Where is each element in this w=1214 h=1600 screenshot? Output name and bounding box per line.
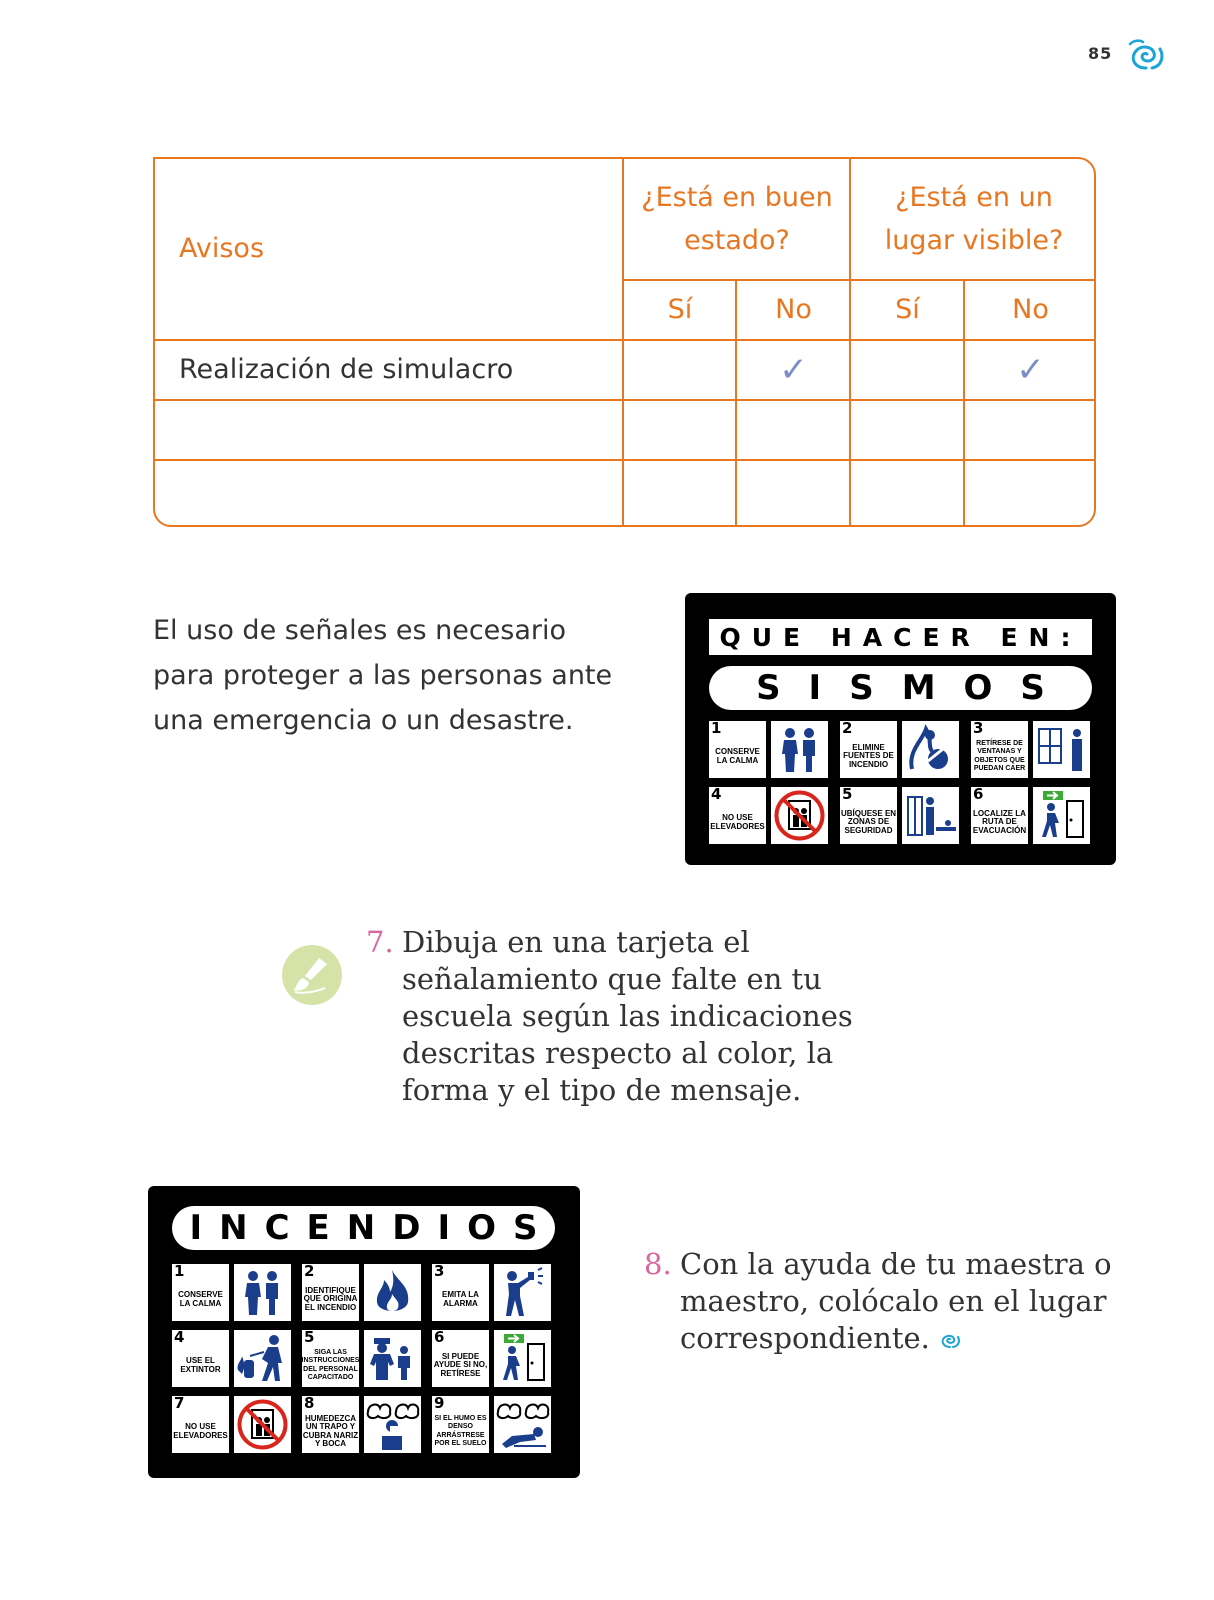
tile-number: 6 bbox=[434, 1330, 445, 1346]
smoke-mask-icon bbox=[364, 1396, 421, 1453]
flame-icon bbox=[364, 1264, 421, 1321]
tile-text: NO USE ELEVADORES bbox=[173, 1422, 228, 1440]
signals-table bbox=[153, 157, 1096, 527]
staff-icon bbox=[364, 1330, 421, 1387]
tile-text: SIGA LAS INSTRUCCIONES DEL PERSONAL CAPACITADO bbox=[302, 1348, 359, 1381]
sismos-sign bbox=[685, 593, 1116, 865]
exit-route-icon bbox=[1033, 787, 1090, 844]
activity-8-text: Con la ayuda de tu maestra o maestro, colócalo en el lugar correspondiente. bbox=[680, 1247, 1112, 1355]
people-icon bbox=[771, 721, 828, 778]
header-buen-estado: ¿Está en buen estado? bbox=[641, 181, 833, 256]
sign-tile-text bbox=[971, 787, 1028, 844]
tile-number: 2 bbox=[304, 1264, 315, 1280]
extinguish-fire-icon bbox=[902, 721, 959, 778]
tile-text: UBÍQUESE EN ZONAS DE SEGURIDAD bbox=[840, 808, 897, 835]
tile-text: CONSERVE LA CALMA bbox=[178, 1290, 223, 1308]
swirl-end-icon bbox=[939, 1331, 961, 1349]
window-icon bbox=[1033, 721, 1090, 778]
alarm-icon bbox=[494, 1264, 551, 1321]
header-estado-no: No bbox=[775, 294, 812, 326]
tile-text: USE EL EXTINTOR bbox=[180, 1356, 221, 1374]
table-cell bbox=[625, 341, 735, 399]
no-elevator-icon bbox=[234, 1396, 291, 1453]
tile-number: 5 bbox=[842, 787, 853, 803]
exit-icon bbox=[494, 1330, 551, 1387]
tile-text: CONSERVE LA CALMA bbox=[715, 747, 760, 765]
header-lugar-visible: ¿Está en un lugar visible? bbox=[884, 181, 1064, 256]
tile-number: 7 bbox=[174, 1396, 185, 1412]
swirl-logo-icon bbox=[1126, 38, 1166, 72]
header-estado-si: Sí bbox=[667, 294, 693, 326]
sign-tile-text bbox=[840, 721, 897, 778]
sign-tile-text bbox=[709, 721, 766, 778]
extinguisher-icon bbox=[234, 1330, 291, 1387]
sign-tile-text bbox=[840, 787, 897, 844]
page-number: 85 bbox=[1088, 44, 1113, 63]
table-row-label: Realización de simulacro bbox=[179, 354, 514, 386]
table-cell bbox=[852, 341, 963, 399]
sign-tile-text bbox=[709, 787, 766, 844]
tile-number: 1 bbox=[711, 721, 722, 737]
header-visible-no: No bbox=[1012, 294, 1049, 326]
tile-number: 4 bbox=[174, 1330, 185, 1346]
tile-number: 2 bbox=[842, 721, 853, 737]
activity-8 bbox=[644, 1246, 1120, 1357]
safe-zone-icon bbox=[902, 787, 959, 844]
tile-number: 1 bbox=[174, 1264, 185, 1280]
sismos-header: QUE HACER EN: bbox=[709, 619, 1092, 655]
sismos-title: SISMOS bbox=[709, 666, 1092, 710]
tile-number: 5 bbox=[304, 1330, 315, 1346]
tile-text: NO USE ELEVADORES bbox=[710, 813, 765, 831]
tile-number: 3 bbox=[434, 1264, 445, 1280]
tile-text: EMITA LA ALARMA bbox=[442, 1290, 479, 1308]
brush-icon bbox=[281, 944, 343, 1006]
checkmark: ✓ bbox=[1016, 349, 1045, 390]
activity-7-text: Dibuja en una tarjeta el señalamiento que falte en tu escuela según las indicaciones descritas respecto al color, la forma y el tipo de mensaje. bbox=[402, 925, 853, 1107]
tile-number: 3 bbox=[973, 721, 984, 737]
no-elevator-icon bbox=[771, 787, 828, 844]
tile-text: SI PUEDE AYUDE SI NO, RETÍRESE bbox=[433, 1351, 488, 1378]
sign-tile-text bbox=[172, 1396, 229, 1453]
sign-tile-text bbox=[432, 1396, 489, 1453]
tile-text: SI EL HUMO ES DENSO ARRÁSTRESE POR EL SUELO bbox=[434, 1414, 487, 1447]
incendios-title: INCENDIOS bbox=[172, 1206, 555, 1250]
tile-text: ELIMINE FUENTES DE INCENDIO bbox=[843, 742, 894, 769]
sign-tile-text bbox=[172, 1330, 229, 1387]
activity-8-number: 8. bbox=[644, 1247, 672, 1281]
header-visible-si: Sí bbox=[895, 294, 920, 326]
sign-tile-text bbox=[432, 1330, 489, 1387]
activity-7-number: 7. bbox=[366, 925, 394, 959]
header-avisos: Avisos bbox=[179, 233, 265, 265]
sign-tile-text bbox=[432, 1264, 489, 1321]
activity-7 bbox=[366, 924, 872, 1109]
tile-number: 8 bbox=[304, 1396, 315, 1412]
tile-text: HUMEDEZCA UN TRAPO Y CUBRA NARIZ Y BOCA bbox=[302, 1413, 359, 1448]
tile-text: IDENTIFIQUE QUE ORIGINA EL INCENDIO bbox=[303, 1285, 358, 1312]
sign-tile-text bbox=[302, 1330, 359, 1387]
tile-number: 6 bbox=[973, 787, 984, 803]
sign-tile-text bbox=[302, 1264, 359, 1321]
tile-text: LOCALIZE LA RUTA DE EVACUACIÓN bbox=[972, 808, 1027, 835]
tile-number: 9 bbox=[434, 1396, 445, 1412]
tile-number: 4 bbox=[711, 787, 722, 803]
sign-tile-text bbox=[971, 721, 1028, 778]
sign-tile-text bbox=[172, 1264, 229, 1321]
checkmark: ✓ bbox=[779, 349, 808, 390]
table-row-label[interactable] bbox=[179, 401, 619, 459]
incendios-sign bbox=[148, 1186, 580, 1478]
crawl-icon bbox=[494, 1396, 551, 1453]
sign-tile-text bbox=[302, 1396, 359, 1453]
tile-text: RETÍRESE DE VENTANAS Y OBJETOS QUE PUEDAN CAER bbox=[973, 739, 1026, 772]
people-icon bbox=[234, 1264, 291, 1321]
intro-paragraph: El uso de señales es necesario para proteger a las personas ante una emergencia o un desastre. bbox=[153, 615, 613, 736]
table-row-label[interactable] bbox=[179, 461, 619, 523]
